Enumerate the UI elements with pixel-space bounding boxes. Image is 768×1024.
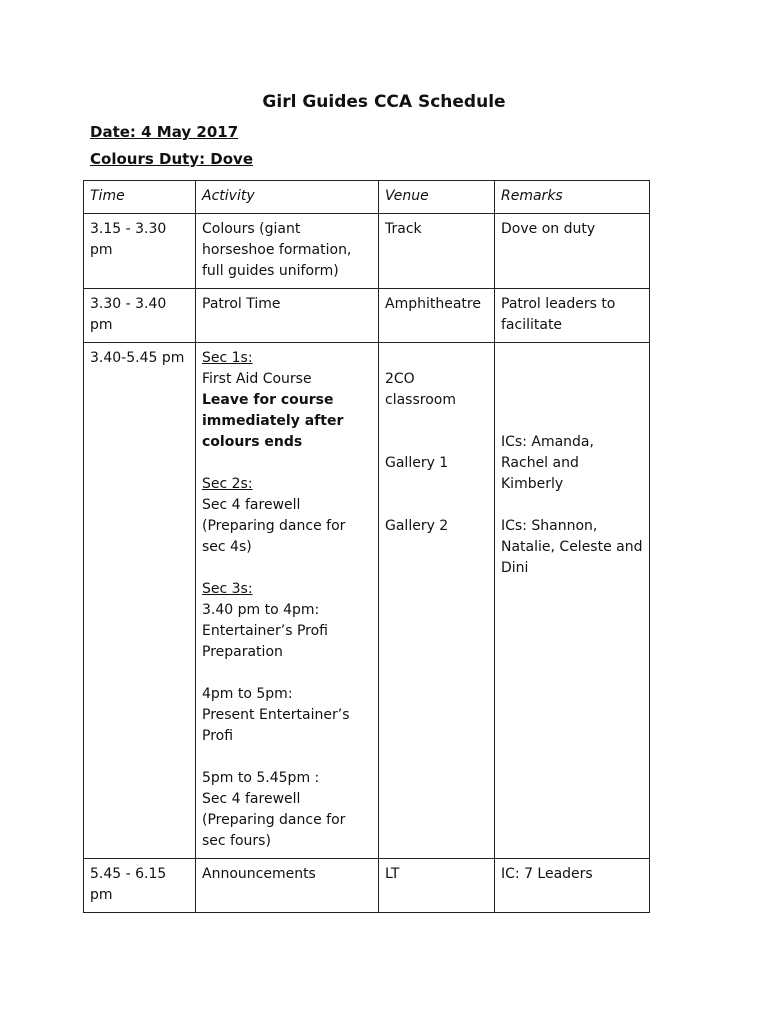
row-remarks: IC: 7 Leaders (495, 859, 650, 913)
row-venue (379, 343, 495, 859)
sec2-activity: Sec 4 farewell (Preparing dance for sec 4s) (202, 497, 346, 555)
sec3-slot1-activity: Entertainer’s Profi Preparation (202, 623, 328, 660)
row-time: 3.30 - 3.40 pm (84, 289, 196, 343)
venue-sec1: 2CO classroom (385, 371, 456, 408)
sec1-note: Leave for course immediately after colours ends (202, 392, 344, 450)
table-row (84, 289, 650, 343)
row-time: 5.45 - 6.15 pm (84, 859, 196, 913)
row-venue: Track (379, 214, 495, 289)
colours-duty-line: Colours Duty: Dove (90, 150, 253, 168)
row-remarks: Patrol leaders to facilitate (495, 289, 650, 343)
table-row (84, 214, 650, 289)
table-row (84, 343, 650, 859)
sec1-heading: Sec 1s: (202, 350, 253, 366)
sec3-slot3-activity: Sec 4 farewell (Preparing dance for sec fours) (202, 791, 346, 849)
sec3-slot2-time: 4pm to 5pm: (202, 686, 293, 702)
row-venue: LT (379, 859, 495, 913)
table-header-row (84, 181, 650, 214)
row-time: 3.40-5.45 pm (84, 343, 196, 859)
row-remarks: Dove on duty (495, 214, 650, 289)
document-title: Girl Guides CCA Schedule (262, 92, 506, 112)
venue-sec2-gallery1: Gallery 1 (385, 455, 449, 471)
table-row (84, 859, 650, 913)
sec3-slot2-activity: Present Entertainer’s Profi (202, 707, 350, 744)
sec1-activity: First Aid Course (202, 371, 312, 387)
date-line: Date: 4 May 2017 (90, 123, 239, 141)
row-activity (196, 343, 379, 859)
sec3-slot1-time: 3.40 pm to 4pm: (202, 602, 320, 618)
venue-sec2-gallery2: Gallery 2 (385, 518, 449, 534)
row-activity: Patrol Time (196, 289, 379, 343)
remarks-ics-2: ICs: Shannon, Natalie, Celeste and Dini (501, 518, 643, 576)
header-activity: Activity (196, 181, 379, 214)
row-remarks (495, 343, 650, 859)
sec3-heading: Sec 3s: (202, 581, 253, 597)
row-venue: Amphitheatre (379, 289, 495, 343)
sec3-slot3-time: 5pm to 5.45pm : (202, 770, 320, 786)
header-time: Time (84, 181, 196, 214)
sec2-heading: Sec 2s: (202, 476, 253, 492)
header-venue: Venue (379, 181, 495, 214)
remarks-ics-1: ICs: Amanda, Rachel and Kimberly (501, 434, 594, 492)
row-time: 3.15 - 3.30 pm (84, 214, 196, 289)
header-remarks: Remarks (495, 181, 650, 214)
schedule-table (83, 180, 650, 913)
row-activity: Announcements (196, 859, 379, 913)
row-activity: Colours (giant horseshoe formation, full guides uniform) (196, 214, 379, 289)
